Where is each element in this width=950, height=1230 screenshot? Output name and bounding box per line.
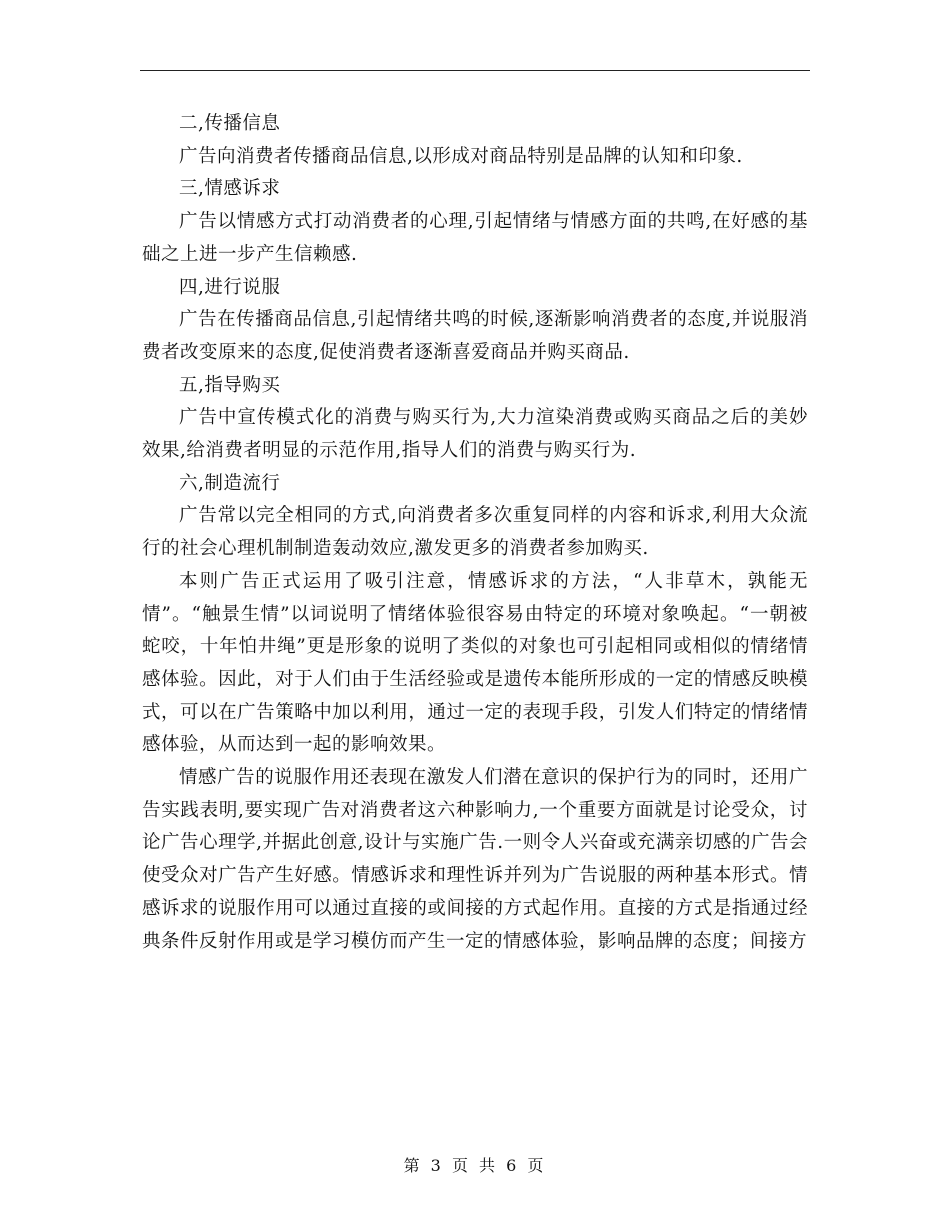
paragraph-create-trend: 广告常以完全相同的方式,向消费者多次重复同样的内容和诉求,利用大众流行的社会心理机制制造轰动效应,激发更多的消费者参加购买. xyxy=(142,505,808,560)
paragraph-spread-info: 广告向消费者传播商品信息,以形成对商品特别是品牌的认知和印象. xyxy=(179,145,743,167)
heading-emotional-appeal: 三,情感诉求 xyxy=(179,178,281,200)
heading-guide-purchase: 五,指导购买 xyxy=(179,374,281,396)
header-rule xyxy=(140,70,810,71)
heading-spread-info: 二,传播信息 xyxy=(179,113,281,134)
heading-create-trend: 六,制造流行 xyxy=(179,472,281,494)
paragraph-persuasion-effect: 情感广告的说服作用还表现在激发人们潜在意识的保护行为的同时，还用广告实践表明,要实现广告对消费者这六种影响力,一个重要方面就是讨论受众，讨论广告心理学,并据此创意,设计与实施广告.一则令人兴奋或充满亲切感的广告会使受众对广告产生好感。情感诉求和理性诉并列为广告说服的两种基本形式。情感诉求的说服作用可以通过直接的或间接的方式起作用。直接的方式是指通过经典条件反射作用或是学习模仿而产生一定的情感体验，影响品牌的态度；间接方 xyxy=(142,767,808,952)
paragraph-emotional-appeal: 广告以情感方式打动消费者的心理,引起情绪与情感方面的共鸣,在好感的基础之上进一步产生信赖感. xyxy=(142,211,808,265)
paragraph-guide-purchase: 广告中宣传模式化的消费与购买行为,大力渲染消费或购买商品之后的美妙效果,给消费者明显的示范作用,指导人们的消费与购买行为. xyxy=(142,407,808,462)
paragraph-persuasion: 广告在传播商品信息,引起情绪共鸣的时候,逐渐影响消费者的态度,并说服消费者改变原来的态度,促使消费者逐渐喜爱商品并购买商品. xyxy=(142,309,808,363)
page-footer: 第 3 页 共 6 页 xyxy=(403,1156,547,1175)
heading-persuasion: 四,进行说服 xyxy=(179,276,281,298)
document-body xyxy=(142,108,808,958)
paragraph-ad-analysis: 本则广告正式运用了吸引注意，情感诉求的方法，“人非草木，孰能无情”。“触景生情”以词说明了情绪体验很容易由特定的环境对象唤起。“一朝被蛇咬，十年怕井绳”更是形象的说明了类似的对象也可引起相同或相似的情绪情感体验。因此，对于人们由于生活经验或是遗传本能所形成的一定的情感反映模式，可以在广告策略中加以利用，通过一定的表现手段，引发人们特定的情绪情感体验，从而达到一起的影响效果。 xyxy=(142,570,808,756)
